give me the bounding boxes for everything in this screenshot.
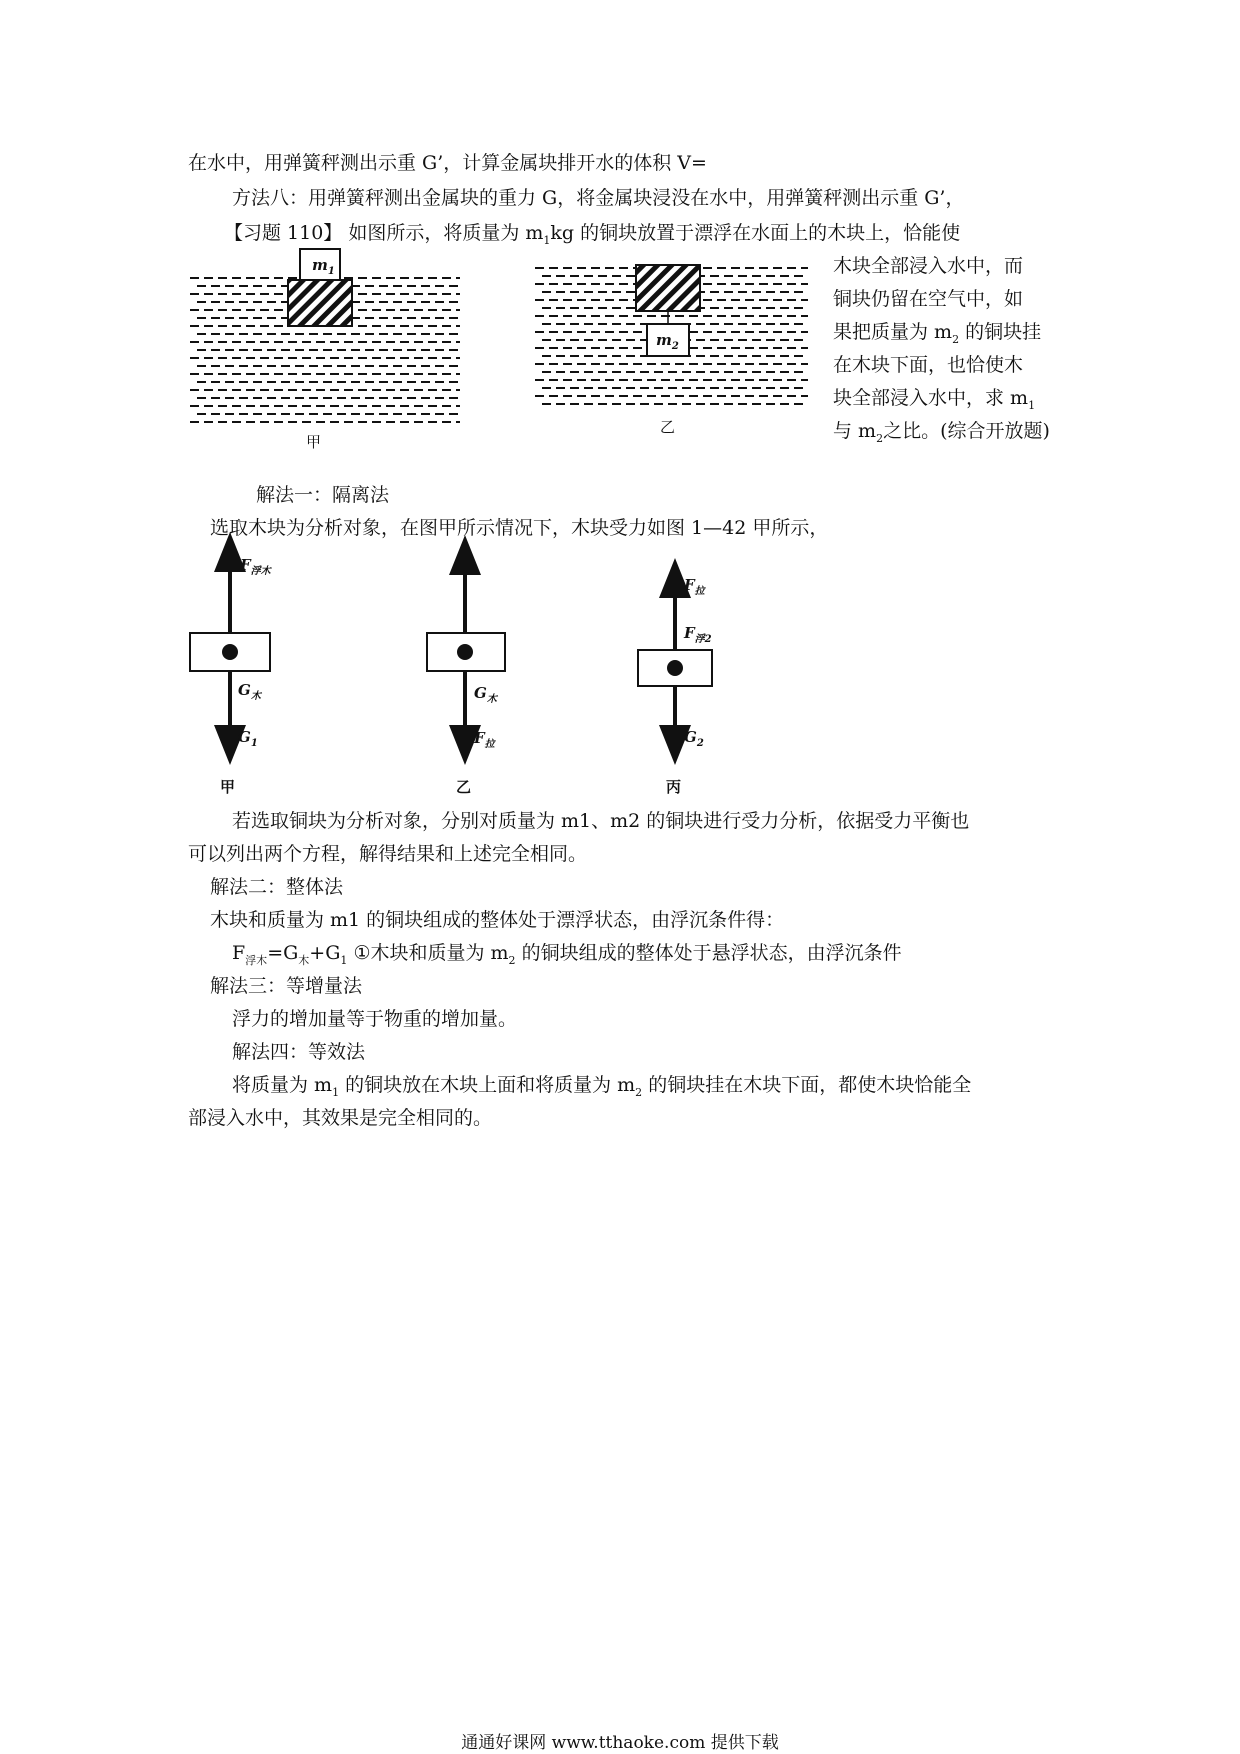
eq-sub4: 2 — [508, 953, 516, 967]
solution-2-heading: 解法二：整体法 — [210, 876, 344, 898]
eq-sub3: 1 — [340, 953, 348, 967]
caption-jia-top: 甲 — [306, 433, 322, 451]
page-footer: 通通好课网 www.tthaoke.com 提供下载 — [461, 1733, 779, 1753]
side-text-1: 木块全部浸入水中，而 — [833, 255, 1024, 277]
solution-3-heading: 解法三：等增量法 — [210, 975, 363, 997]
paragraph-2b: 可以列出两个方程，解得结果和上述完全相同。 — [188, 843, 588, 865]
force-diagram-yi — [427, 555, 505, 796]
caption-yi-top: 乙 — [660, 418, 676, 436]
label-f-float2: $F_{浮2}$ — [684, 624, 712, 645]
label-f-float-wood: $F_{浮木}$ — [240, 556, 271, 577]
side-text-5a: 块全部浸入水中，求 m — [833, 387, 1029, 409]
caption-jia: 甲 — [220, 778, 236, 796]
center-dot-yi — [457, 644, 473, 660]
center-dot-bing — [667, 660, 683, 676]
sol4-a2: 的铜块放在木块上面和将质量为 m — [339, 1074, 636, 1096]
force-diagrams — [0, 540, 1240, 800]
solution-1-heading: 解法一：隔离法 — [256, 484, 390, 506]
eq-sub1: 浮木 — [245, 953, 268, 967]
caption-yi: 乙 — [456, 778, 472, 796]
side-text-5-sub: 1 — [1028, 398, 1036, 412]
text-line-1: 在水中，用弹簧秤测出示重 G’，计算金属块排开水的体积 V= — [188, 152, 707, 174]
eq-c: +G — [309, 942, 341, 964]
m2-label: $m_2$ — [656, 331, 679, 352]
wood-block-left — [288, 280, 352, 326]
side-text-2: 铜块仍留在空气中，如 — [833, 288, 1024, 310]
label-g-wood-yi: $G_木$ — [474, 684, 497, 705]
solution-1-text: 选取木块为分析对象，在图甲所示情况下，木块受力如图 1—42 甲所示， — [210, 517, 829, 539]
label-f-pull-yi: $F_拉$ — [474, 729, 495, 750]
solution-4-heading: 解法四：等效法 — [232, 1041, 366, 1063]
sol4-sub2: 2 — [635, 1085, 643, 1099]
side-text-6b: 之比。(综合开放题) — [883, 420, 1050, 442]
label-g1: $G_1$ — [238, 728, 258, 749]
side-text-4: 在木块下面，也恰使木 — [833, 354, 1024, 376]
paragraph-2a: 若选取铜块为分析对象，分别对质量为 m1、m2 的铜块进行受力分析，依据受力平衡也 — [232, 810, 970, 832]
problem-part-a: 【习题 110】 如图所示，将质量为 m — [224, 222, 544, 244]
side-text-3a: 果把质量为 m — [833, 321, 953, 343]
m1-label: $m_1$ — [312, 256, 335, 277]
side-text-3b: 的铜块挂 — [959, 321, 1042, 343]
eq-a: F — [232, 942, 246, 964]
eq-d: ①木块和质量为 m — [347, 942, 509, 964]
sol4-sub1: 1 — [332, 1085, 340, 1099]
problem-part-b: kg 的铜块放置于漂浮在水面上的木块上，恰能使 — [550, 222, 961, 244]
eq-e: 的铜块组成的整体处于悬浮状态，由浮沉条件 — [515, 942, 902, 964]
label-g-wood-jia: $G_木$ — [238, 681, 261, 702]
center-dot-jia — [222, 644, 238, 660]
caption-bing: 丙 — [666, 778, 682, 796]
force-diagram-jia — [190, 552, 273, 796]
solution-4-text-a — [232, 1072, 971, 1106]
side-text-3-sub: 2 — [952, 332, 960, 346]
solution-4-text-b: 部浸入水中，其效果是完全相同的。 — [188, 1107, 493, 1129]
label-g2: $G_2$ — [684, 728, 704, 749]
solution-3-text: 浮力的增加量等于物重的增加量。 — [232, 1008, 518, 1030]
force-diagram-bing — [638, 576, 712, 796]
eq-sub2: 木 — [298, 953, 310, 967]
side-text-6-sub: 2 — [876, 431, 884, 445]
text-line-2: 方法八：用弹簧秤测出金属块的重力 G，将金属块浸没在水中，用弹簧秤测出示重 G’， — [232, 187, 965, 209]
solution-2-text: 木块和质量为 m1 的铜块组成的整体处于漂浮状态，由浮沉条件得： — [210, 909, 785, 931]
eq-b: =G — [267, 942, 299, 964]
sol4-a3: 的铜块挂在木块下面，都使木块恰能全 — [642, 1074, 972, 1096]
equation-line — [232, 940, 902, 974]
label-f-pull-bing: $F_拉$ — [684, 576, 705, 597]
figure-floating-block-jia — [0, 0, 1240, 480]
wood-block-right — [636, 265, 700, 311]
sol4-a1: 将质量为 m — [232, 1074, 333, 1096]
problem-sub: 1 — [543, 233, 551, 247]
side-text-6a: 与 m — [833, 420, 877, 442]
